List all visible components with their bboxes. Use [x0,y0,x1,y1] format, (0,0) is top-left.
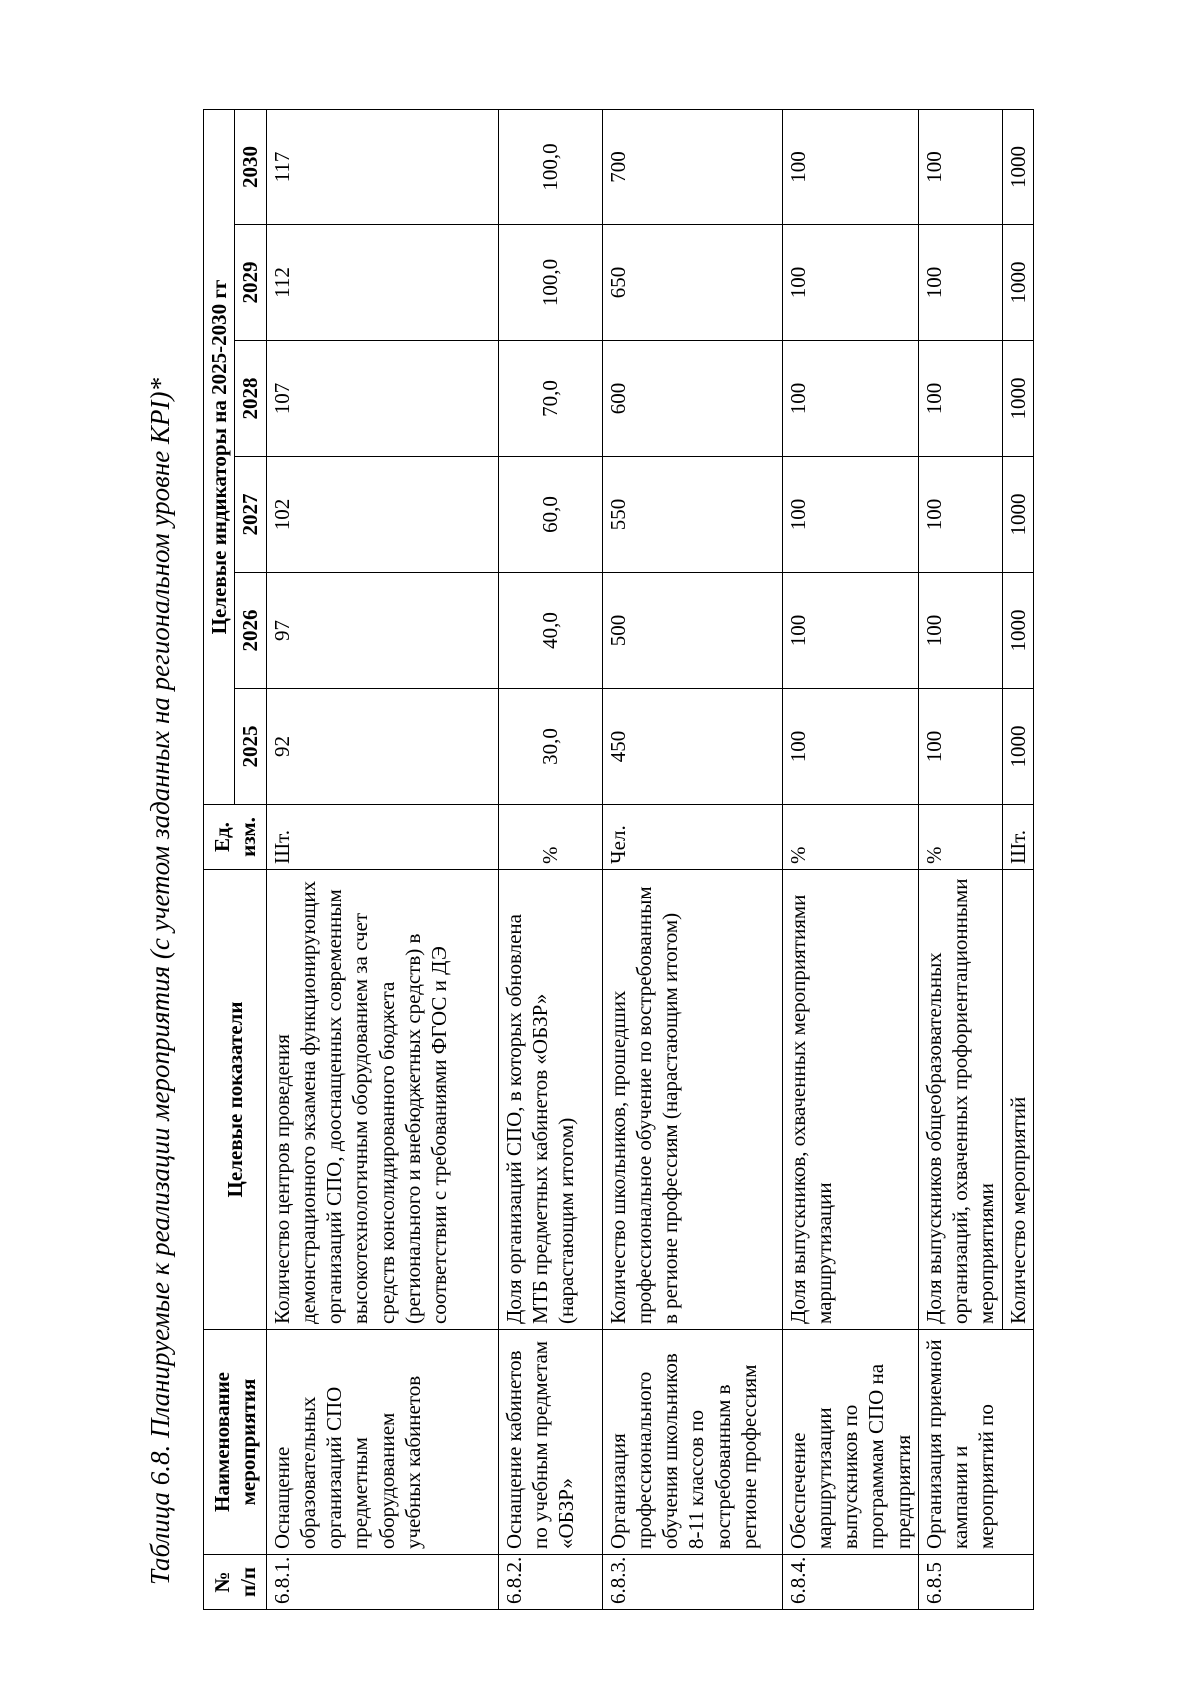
row-value: 600 [602,341,782,457]
row-value: 550 [602,457,782,573]
row-num: 6.8.2. [498,1555,602,1610]
kpi-table [203,109,1034,1610]
row-indicator: Доля выпускников, охваченных мероприятиями маршрутизации [782,870,918,1330]
row-value: 97 [266,573,498,689]
header-indicator: Целевые показатели [204,870,267,1330]
header-target-group: Целевые индикаторы на 2025-2030 гг [204,109,235,804]
header-row-1 [204,109,235,1609]
row-value: 40,0 [498,573,602,689]
row-value: 100 [918,689,1002,805]
row-value: 100 [782,109,918,224]
row-event: Организация профессионального обучения школьников 8-11 классов по востребованным в регионе профессиям [602,1330,782,1555]
row-value: 100 [782,225,918,341]
row-value: 30,0 [498,689,602,805]
header-year: 2026 [235,573,266,689]
row-value: 70,0 [498,341,602,457]
row-value: 100 [918,341,1002,457]
row-event: Организация приемной кампании и мероприятий по [918,1330,1033,1555]
header-year: 2027 [235,457,266,573]
row-value: 1000 [1002,225,1033,341]
header-num: № п/п [204,1555,267,1610]
row-value: 700 [602,109,782,224]
row-value: 100 [918,225,1002,341]
row-value: 100 [782,341,918,457]
row-num: 6.8.4. [782,1555,918,1610]
row-value: 1000 [1002,341,1033,457]
row-unit: Шт. [1002,805,1033,870]
header-year: 2030 [235,109,266,224]
table-row [782,109,918,1609]
row-unit: Шт. [266,805,498,870]
row-value: 117 [266,109,498,224]
row-value: 100 [918,457,1002,573]
row-unit: % [918,805,1002,870]
header-year: 2025 [235,689,266,805]
row-value: 100 [918,109,1002,224]
row-value: 100,0 [498,225,602,341]
header-year: 2029 [235,225,266,341]
row-value: 1000 [1002,689,1033,805]
row-value: 450 [602,689,782,805]
row-value: 107 [266,341,498,457]
header-unit: Ед. изм. [204,805,267,870]
row-indicator: Доля организаций СПО, в которых обновлена МТБ предметных кабинетов «ОБЗР» (нарастающим итогом) [498,870,602,1330]
table-row [602,109,782,1609]
row-value: 100 [782,689,918,805]
row-unit: Чел. [602,805,782,870]
row-value: 100 [918,573,1002,689]
row-indicator: Количество школьников, прошедших профессиональное обучение по востребованным в регионе профессиям (нарастающим итогом) [602,870,782,1330]
table-row [498,109,602,1609]
row-num: 6.8.1. [266,1555,498,1610]
row-value: 1000 [1002,457,1033,573]
header-event: Наименование мероприятия [204,1330,267,1555]
row-value: 60,0 [498,457,602,573]
table-row [918,109,1002,1609]
row-event: Оснащение образовательных организаций СПО предметным оборудованием учебных кабинетов [266,1330,498,1555]
rotated-page [145,55,1085,1625]
row-value: 650 [602,225,782,341]
row-num: 6.8.5 [918,1555,1033,1610]
row-indicator: Доля выпускников общеобразовательных организаций, охваченных профориентационными мероприятиями [918,870,1002,1330]
row-value: 100 [782,457,918,573]
row-unit: % [782,805,918,870]
row-value: 1000 [1002,573,1033,689]
row-value: 100 [782,573,918,689]
row-value: 1000 [1002,109,1033,224]
row-value: 500 [602,573,782,689]
row-value: 112 [266,225,498,341]
row-indicator: Количество мероприятий [1002,870,1033,1330]
row-value: 102 [266,457,498,573]
header-year: 2028 [235,341,266,457]
table-caption: Таблица 6.8. Планируемые к реализации мероприятия (с учетом заданных на региональном уровне KPI)* [145,378,175,1585]
row-indicator: Количество центров проведения демонстрационного экзамена функционирующих организаций СПО, дооснащенных современным высокотехнологичным оборудованием за счет средств консолидированного бюджета (регионального и внебюджетных средств) в соответствии с требованиями ФГОС и ДЭ [266,870,498,1330]
row-event: Обеспечение маршрутизации выпускников по программам СПО на предприятия [782,1330,918,1555]
row-event: Оснащение кабинетов по учебным предметам «ОБЗР» [498,1330,602,1555]
row-num: 6.8.3. [602,1555,782,1610]
row-value: 92 [266,689,498,805]
row-unit: % [498,805,602,870]
table-row [266,109,498,1609]
row-value: 100,0 [498,109,602,224]
